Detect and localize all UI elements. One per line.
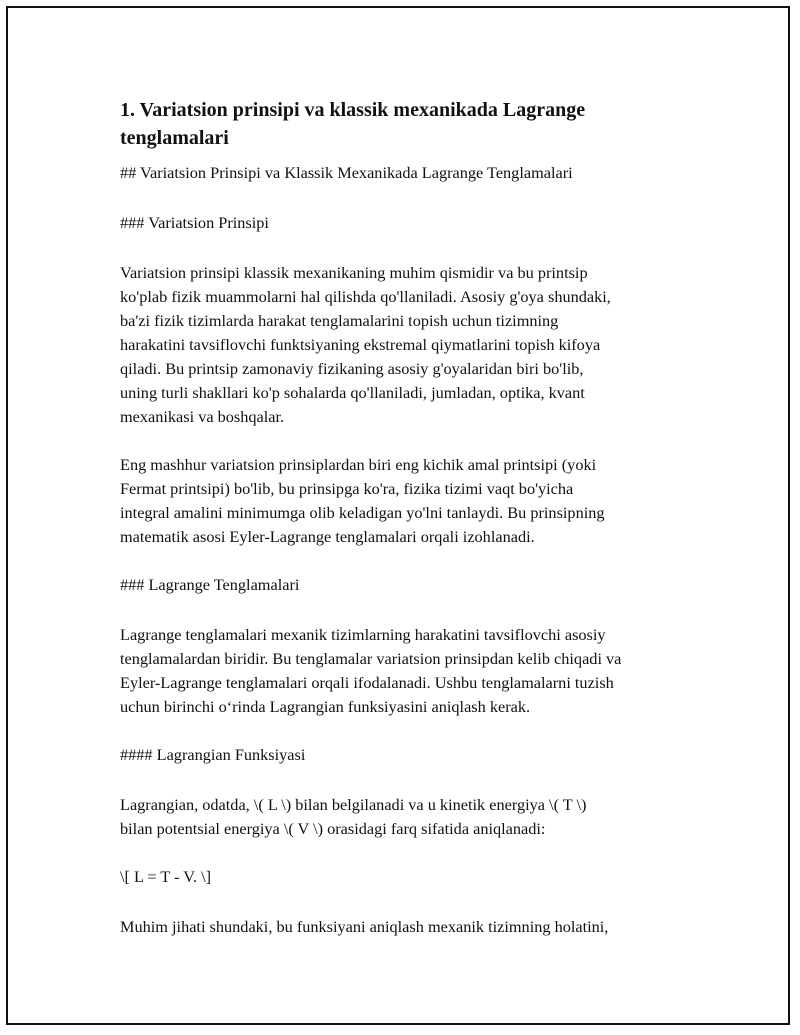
paragraph-lagrange-tenglamalari bbox=[120, 623, 710, 719]
text-line: Lagrangian, odatda, \( L \) bilan belgilanadi va u kinetik energiya \( T \) bbox=[120, 795, 587, 814]
text-line: Eng mashhur variatsion prinsiplardan biri eng kichik amal printsipi (yoki bbox=[120, 455, 597, 474]
title-line: 1. Variatsion prinsipi va klassik mexanikada Lagrange bbox=[120, 99, 586, 121]
text-line: ko'plab fizik muammolarni hal qilishda qo'llaniladi. Asosiy g'oya shundaki, bbox=[120, 287, 611, 306]
markdown-heading-variatsion-prinsipi: ### Variatsion Prinsipi bbox=[120, 213, 269, 232]
text-line: tenglamalardan biridir. Bu tenglamalar variatsion prinsipdan kelib chiqadi va bbox=[120, 649, 622, 668]
markdown-heading-lagrange-tenglamalari: ### Lagrange Tenglamalari bbox=[120, 575, 300, 594]
text-line: Eyler-Lagrange tenglamalari orqali ifodalanadi. Ushbu tenglamalarni tuzish bbox=[120, 673, 614, 692]
text-line: bilan potentsial energiya \( V \) orasidagi farq sifatida aniqlanadi: bbox=[120, 819, 546, 838]
title-line: tenglamalari bbox=[120, 127, 229, 149]
paragraph-lagrangian bbox=[120, 793, 710, 841]
paragraph-variatsion-prinsipi bbox=[120, 261, 710, 429]
text-line: matematik asosi Eyler-Lagrange tenglamalari orqali izohlanadi. bbox=[120, 527, 535, 546]
text-line: ba'zi fizik tizimlarda harakat tenglamalarini topish uchun tizimning bbox=[120, 311, 559, 330]
text-line: uchun birinchi o‘rinda Lagrangian funksiyasini aniqlash kerak. bbox=[120, 697, 531, 716]
document-title bbox=[120, 96, 710, 152]
page-frame bbox=[6, 6, 790, 1025]
text-line: qiladi. Bu printsip zamonaviy fizikaning asosiy g'oyalaridan biri bo'lib, bbox=[120, 359, 584, 378]
text-line: Muhim jihati shundaki, bu funksiyani aniqlash mexanik tizimning holatini, bbox=[120, 917, 609, 936]
text-line: harakatini tavsiflovchi funktsiyaning ekstremal qiymatlarini topish kifoya bbox=[120, 335, 601, 354]
text-line: uning turli shakllari ko'p sohalarda qo'llaniladi, jumladan, optika, kvant bbox=[120, 383, 585, 402]
markdown-heading-lagrangian-funksiyasi: #### Lagrangian Funksiyasi bbox=[120, 745, 306, 764]
formula-lagrangian: \[ L = T - V. \] bbox=[120, 867, 212, 886]
paragraph-eng-kichik-amal bbox=[120, 453, 710, 549]
text-line: integral amalini minimumga olib keladigan yo'lni tanlaydi. Bu prinsipning bbox=[120, 503, 605, 522]
text-line: Lagrange tenglamalari mexanik tizimlarning harakatini tavsiflovchi asosiy bbox=[120, 625, 606, 644]
text-line: Fermat printsipi) bo'lib, bu prinsipga ko'ra, fizika tizimi vaqt bo'yicha bbox=[120, 479, 574, 498]
markdown-heading-h2: ## Variatsion Prinsipi va Klassik Mexanikada Lagrange Tenglamalari bbox=[120, 163, 573, 182]
paragraph-muhim-jihati bbox=[120, 915, 710, 939]
document-content bbox=[120, 96, 710, 963]
text-line: mexanikasi va boshqalar. bbox=[120, 407, 285, 426]
text-line: Variatsion prinsipi klassik mexanikaning muhim qismidir va bu printsip bbox=[120, 263, 588, 282]
